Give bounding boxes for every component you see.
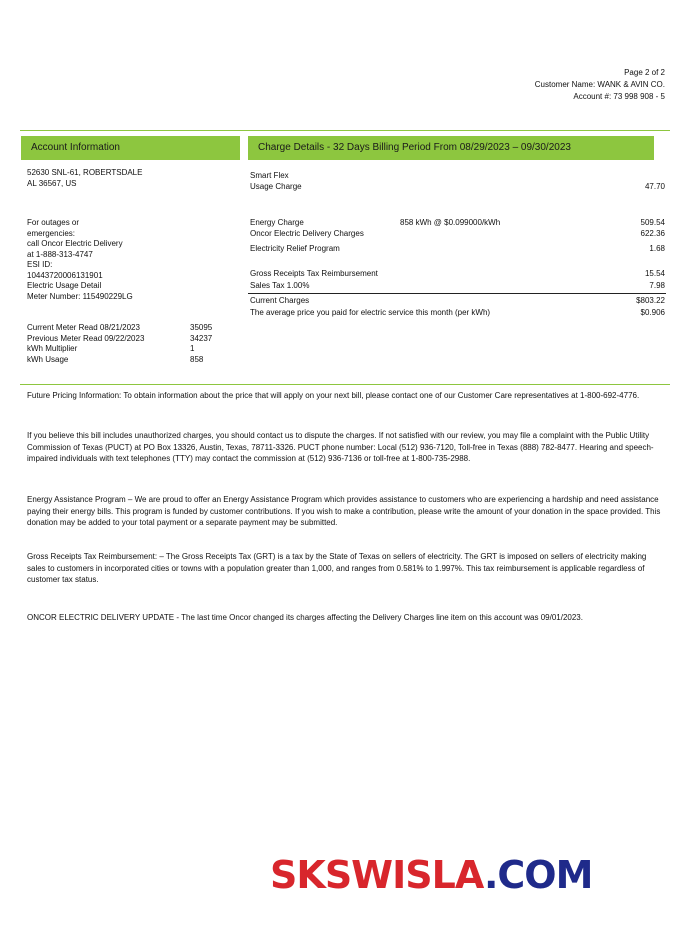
meter-row-value: 1 <box>190 344 195 353</box>
sales-tax-label: Sales Tax 1.00% <box>250 281 310 290</box>
energy-charge-label: Energy Charge <box>250 218 304 227</box>
meter-row <box>27 355 227 366</box>
energy-charge-calc: 858 kWh @ $0.099000/kWh <box>400 218 501 227</box>
esi-label: ESI ID: <box>27 260 53 269</box>
usage-charge-value: 47.70 <box>644 182 665 191</box>
outage-line: For outages or <box>27 218 80 227</box>
account-info-heading: Account Information <box>21 136 240 160</box>
watermark-logo <box>270 852 592 898</box>
address-line-2: AL 36567, US <box>27 179 77 188</box>
outage-contact <box>27 218 133 302</box>
outage-line: at 1-888-313-4747 <box>27 249 93 259</box>
meter-row-label: kWh Multiplier <box>27 344 78 353</box>
meter-row-label: Previous Meter Read 09/22/2023 <box>27 333 145 343</box>
relief-program-label: Electricity Relief Program <box>250 244 340 253</box>
plan-name: Smart Flex <box>250 171 289 180</box>
energy-charge-value: 509.54 <box>640 218 665 227</box>
page-header <box>535 67 665 103</box>
delivery-charges-label: Oncor Electric Delivery Charges <box>250 229 364 238</box>
charge-details-heading: Charge Details - 32 Days Billing Period From 08/29/2023 – 09/30/2023 <box>248 136 654 160</box>
account-number: Account #: 73 998 908 - 5 <box>573 92 665 101</box>
future-pricing-paragraph: Future Pricing Information: To obtain information about the price that will apply on your next bill, please contact one of our Customer Care representatives at 1-800-692-4776. <box>27 391 640 400</box>
average-price-label: The average price you paid for electric service this month (per kWh) <box>250 308 491 317</box>
energy-assistance-paragraph: Energy Assistance Program – We are proud to offer an Energy Assistance Program which provides assistance to customers who are experiencing a hardship and need assistance paying their energy bills. This program is funded by customer contributions. If you wish to make a contribution, please write the amount of your donation in the space provided. This donation may be added to your total payment or a separate payment may be submitted. <box>27 495 661 527</box>
meter-row <box>27 323 227 334</box>
relief-program-value: 1.68 <box>649 244 665 253</box>
service-address <box>27 167 142 189</box>
meter-row-label: kWh Usage <box>27 354 69 364</box>
outage-line: call Oncor Electric Delivery <box>27 239 123 248</box>
meter-row-value: 35095 <box>190 323 213 332</box>
oncor-update-paragraph: ONCOR ELECTRIC DELIVERY UPDATE - The last time Oncor changed its charges affecting the Delivery Charges line item on this account was 09/01/2023. <box>27 613 583 622</box>
grt-value: 15.54 <box>644 269 665 278</box>
average-price-value: $0.906 <box>640 308 665 317</box>
meter-row <box>27 344 227 355</box>
meter-row-label: Current Meter Read 08/21/2023 <box>27 323 140 332</box>
watermark-dot: . <box>483 853 498 897</box>
dispute-paragraph: If you believe this bill includes unauthorized charges, you should contact us to dispute the charges. If not satisfied with our review, you may file a complaint with the Public Utility Commission of Texas (PUCT) at PO Box 13326, Austin, Texas, 78711-3326. PUCT phone number: Local (512) 936-7120, Toll-free in Texas (888) 782-8477. Hearing and speech-impaired individuals with text telephones (TTY) may contact the commission at (512) 936-7136 or toll-free at 1-800-735-2988. <box>27 431 654 463</box>
usage-charge-label: Usage Charge <box>250 182 302 191</box>
outage-line: emergencies: <box>27 228 76 238</box>
sales-tax-value: 7.98 <box>649 281 665 290</box>
meter-row-value: 858 <box>190 354 204 364</box>
usage-detail-label: Electric Usage Detail <box>27 281 102 290</box>
esi-value: 10443720006131901 <box>27 270 103 280</box>
meter-number: Meter Number: 115490229LG <box>27 291 133 301</box>
customer-name: Customer Name: WANK & AVIN CO. <box>534 80 665 89</box>
grt-paragraph: Gross Receipts Tax Reimbursement: – The Gross Receipts Tax (GRT) is a tax by the State of Texas on sellers of electricity. The GRT is imposed on sellers of electricity making sales to customers in incorporated cities or towns with a population greater than 1,000, and ranges from 0.581% to 1.997%. This tax reimbursement is applicable regardless of customer tax status. <box>27 552 647 584</box>
address-line-1: 52630 SNL-61, ROBERTSDALE <box>27 168 143 177</box>
delivery-charges-value: 622.36 <box>640 229 665 238</box>
page-number: Page 2 of 2 <box>624 68 665 77</box>
meter-row <box>27 334 227 345</box>
section-divider <box>20 384 670 385</box>
watermark-main: SKSWISLA <box>270 853 484 897</box>
watermark-tld: COM <box>497 853 593 897</box>
top-divider <box>20 130 670 131</box>
meter-table <box>27 323 227 365</box>
subtotal-rule <box>248 293 666 294</box>
current-charges-value: $803.22 <box>636 296 665 305</box>
grt-label: Gross Receipts Tax Reimbursement <box>250 269 378 278</box>
current-charges-label: Current Charges <box>250 296 310 305</box>
meter-row-value: 34237 <box>190 333 213 343</box>
